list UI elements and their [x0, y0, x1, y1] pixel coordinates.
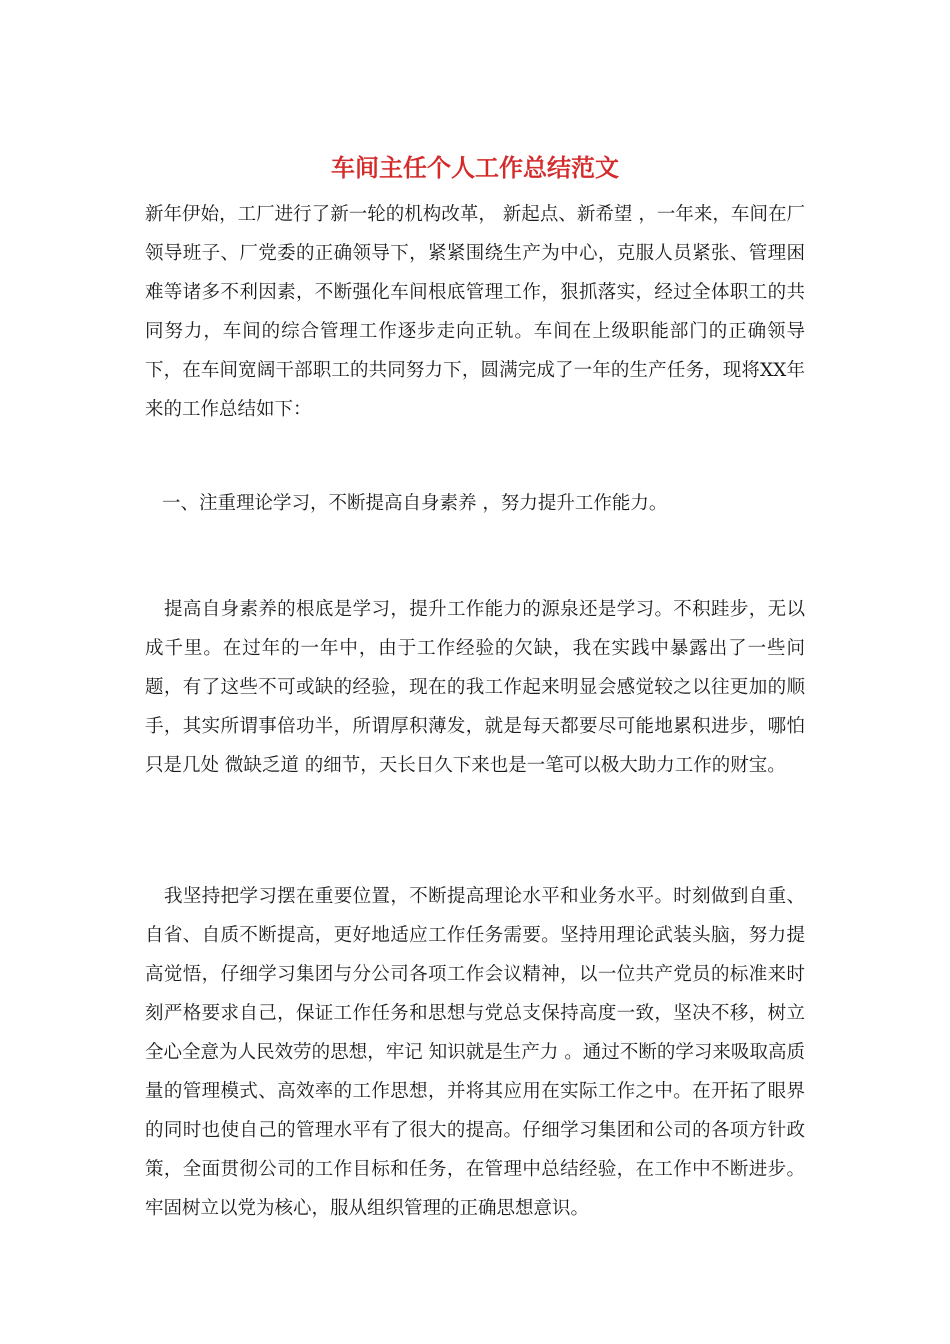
- body-paragraph: 提高自身素养的根底是学习，提升工作能力的源泉还是学习。不积跬步，无以成千里。在过年的一年中，由于工作经验的欠缺，我在实践中暴露出了一些问题，有了这些不可或缺的经验，现在的我工作起来明显会感觉较之以往更加的顺手，其实所谓事倍功半，所谓厚积薄发，就是每天都要尽可能地累积进步，哪怕只是几处 微缺乏道 的细节，天长日久下来也是一笔可以极大助力工作的财宝。: [145, 599, 805, 776]
- document-title: 车间主任个人工作总结范文: [331, 153, 619, 182]
- body-paragraph: 我坚持把学习摆在重要位置，不断提高理论水平和业务水平。时刻做到自重、自省、自质不断提高，更好地适应工作任务需要。坚持用理论武装头脑，努力提高觉悟，仔细学习集团与分公司各项工作会议精神，以一位共产党员的标准来时刻严格要求自己，保证工作任务和思想与党总支保持高度一致，坚决不移，树立全心全意为人民效劳的思想，牢记 知识就是生产力 。通过不断的学习来吸取高质量的管理模式、高效率的工作思想，并将其应用在实际工作之中。在开拓了眼界的同时也使自己的管理水平有了很大的提高。仔细学习集团和公司的各项方针政策，全面贯彻公司的工作目标和任务，在管理中总结经验，在工作中不断进步。牢固树立以党为核心，服从组织管理的正确思想意识。: [145, 886, 805, 1219]
- intro-paragraph: 新年伊始，工厂进行了新一轮的机构改革， 新起点、新希望 ，一年来，车间在厂领导班子、厂党委的正确领导下，紧紧围绕生产为中心，克服人员紧张、管理困难等诸多不利因素，不断强化车间根底管理工作，狠抓落实，经过全体职工的共同努力，车间的综合管理工作逐步走向正轨。车间在上级职能部门的正确领导下，在车间宽阔干部职工的共同努力下，圆满完成了一年的生产任务，现将XX年来的工作总结如下：: [145, 204, 805, 420]
- section-heading: 一、注重理论学习，不断提高自身素养 ，努力提升工作能力。: [162, 493, 668, 514]
